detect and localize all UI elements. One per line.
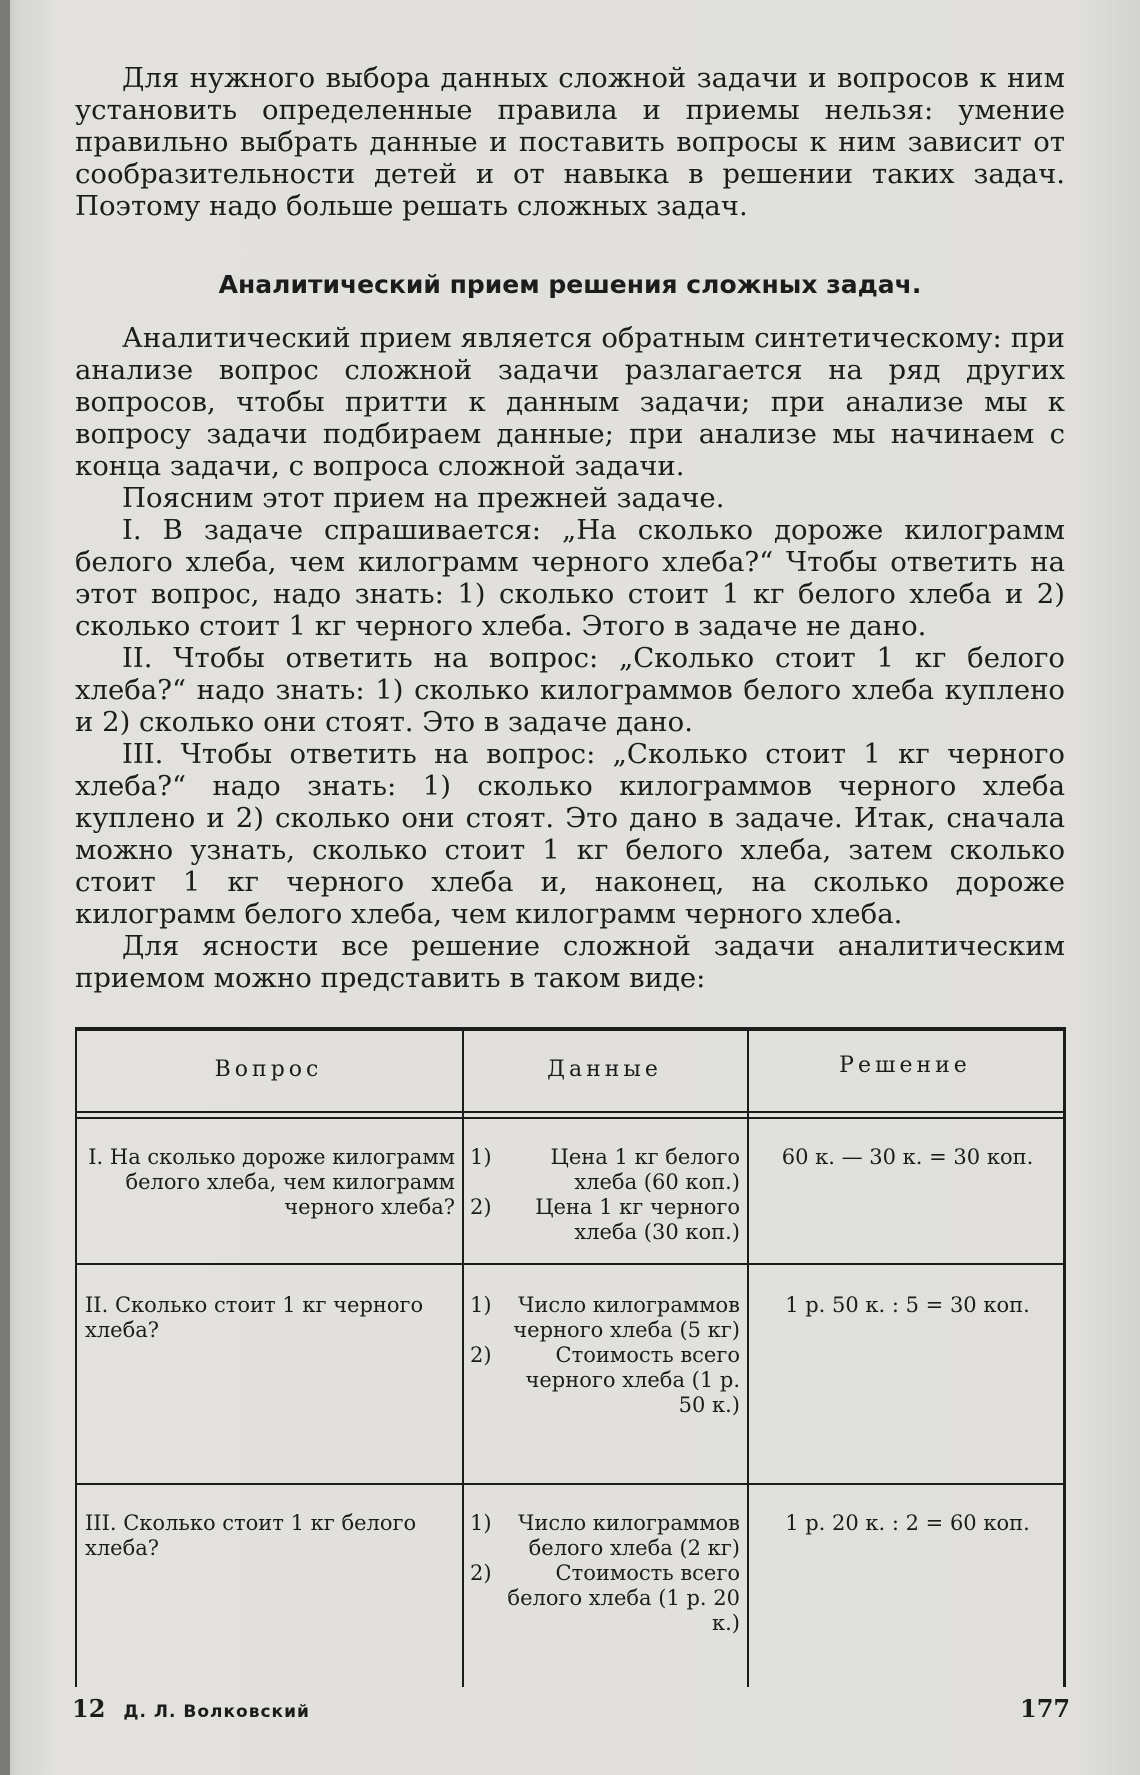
body-text bbox=[75, 322, 1065, 994]
intro-paragraph: Для нужного выбора данных сложной задачи и вопросов к ним установить определенные правила и приемы нельзя: умение правильно выбрать данные и поставить вопросы к ним зависит от сообразительности детей и от навыка в решении таких задач. Поэтому надо больше решать сложных задач. bbox=[75, 62, 1065, 222]
paragraph: II. Чтобы ответить на вопрос: „Сколько стоит 1 кг белого хлеба?“ надо знать: 1) сколько килограммов белого хлеба куплено и 2) сколько они стоят. Это в задаче дано. bbox=[75, 642, 1065, 738]
question-cell: III. Сколько стоит 1 кг белого хлеба? bbox=[85, 1511, 417, 1560]
table-row-rule bbox=[75, 1263, 1065, 1265]
page-spine-shadow bbox=[0, 0, 10, 1775]
page-footer-signature bbox=[72, 1694, 310, 1723]
table-header-rule bbox=[75, 1111, 1065, 1113]
paragraph: Для ясности все решение сложной задачи аналитическим приемом можно представить в таком виде: bbox=[75, 930, 1065, 994]
table-divider bbox=[462, 1027, 464, 1687]
author-name: Д. Л. Волковский bbox=[123, 1702, 310, 1722]
paragraph: III. Чтобы ответить на вопрос: „Сколько стоит 1 кг черного хлеба?“ надо знать: 1) сколько килограммов черного хлеба куплено и 2) сколько они стоят. Это дано в задаче. Итак, сначала можно узнать, сколько стоит 1 кг белого хлеба, затем сколько стоит 1 кг черного хлеба и, наконец, на сколько дороже килограмм белого хлеба, чем килограмм черного хлеба. bbox=[75, 738, 1065, 930]
data-cell bbox=[470, 1293, 740, 1418]
table-top-border bbox=[75, 1027, 1065, 1031]
solution-cell: 1 р. 50 к. : 5 = 30 коп. bbox=[785, 1293, 1030, 1317]
data-item: 1) Число килограммов белого хлеба (2 кг) bbox=[470, 1511, 740, 1560]
table-divider bbox=[747, 1027, 749, 1687]
paragraph: Поясним этот прием на прежней задаче. bbox=[122, 482, 725, 514]
data-item: 2) Цена 1 кг черного хлеба (30 коп.) bbox=[470, 1195, 740, 1244]
data-item: 1) Число килограммов черного хлеба (5 кг) bbox=[470, 1293, 740, 1342]
data-cell bbox=[470, 1145, 740, 1245]
solution-cell: 1 р. 20 к. : 2 = 60 коп. bbox=[785, 1511, 1030, 1535]
section-heading: Аналитический прием решения сложных задач. bbox=[218, 270, 922, 299]
question-cell: I. На сколько дороже килограмм белого хлеба, чем килограмм черного хлеба? bbox=[88, 1145, 455, 1219]
table-border-right bbox=[1063, 1027, 1066, 1687]
column-header-data: Данные bbox=[547, 1057, 662, 1082]
table-header-rule bbox=[75, 1117, 1065, 1119]
question-cell: II. Сколько стоит 1 кг черного хлеба? bbox=[85, 1293, 424, 1342]
table-border-left bbox=[75, 1027, 77, 1687]
paragraph: Аналитический прием является обратным синтетическому: при анализе вопрос сложной задачи разлагается на ряд других вопросов, чтобы притти к данным задачи; при анализе мы к вопросу задачи подбираем данные; при анализе мы начинаем с конца задачи, с вопроса сложной задачи. bbox=[75, 322, 1065, 482]
solution-table bbox=[75, 1027, 1065, 1687]
data-item: 2) Стоимость всего белого хлеба (1 р. 20 к.) bbox=[470, 1561, 740, 1635]
data-item: 1) Цена 1 кг белого хлеба (60 коп.) bbox=[470, 1145, 740, 1194]
page-number: 177 bbox=[1020, 1694, 1071, 1723]
column-header-solution: Решение bbox=[839, 1053, 971, 1078]
signature-mark: 12 bbox=[72, 1694, 106, 1723]
data-cell bbox=[470, 1511, 740, 1636]
data-item: 2) Стоимость всего черного хлеба (1 р. 50 к.) bbox=[470, 1343, 740, 1417]
solution-cell: 60 к. — 30 к. = 30 коп. bbox=[781, 1145, 1034, 1169]
paragraph: I. В задаче спрашивается: „На сколько дороже килограмм белого хлеба, чем килограмм черного хлеба?“ Чтобы ответить на этот вопрос, надо знать: 1) сколько стоит 1 кг белого хлеба и 2) сколько стоит 1 кг черного хлеба. Этого в задаче не дано. bbox=[75, 514, 1065, 642]
column-header-question: Вопрос bbox=[214, 1057, 323, 1082]
table-row-rule bbox=[75, 1483, 1065, 1485]
